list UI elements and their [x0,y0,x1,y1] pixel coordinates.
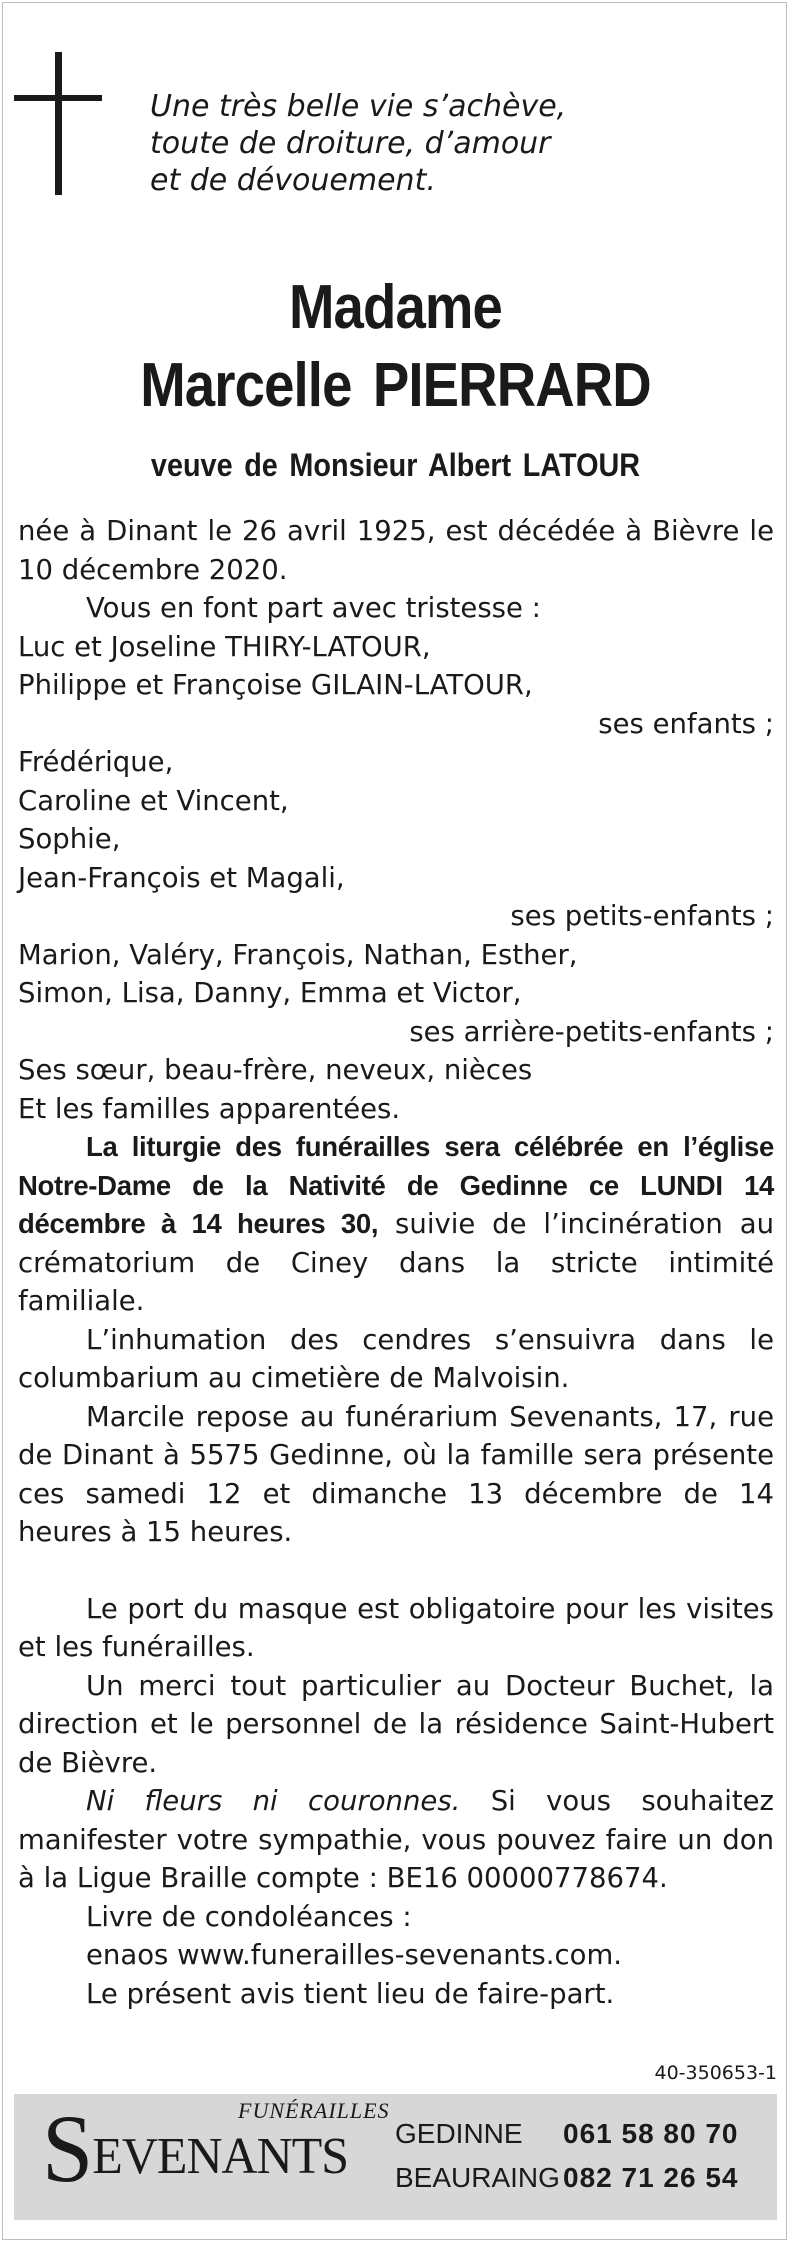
widow-of: veuve de Monsieur Albert LATOUR [150,447,641,483]
grandchildren-line: Frédérique, [18,746,174,778]
families-text: Et les familles apparentées. [18,1092,401,1125]
condolences-text: Livre de condoléances : [86,1900,412,1933]
grandchildren-line: Sophie, [18,823,121,855]
children-label: ses enfants ; [598,707,774,740]
reference-number: 40-350653-1 [654,2062,777,2084]
intro-text: Vous en font part avec tristesse : [86,592,541,624]
contact-row [395,2156,739,2200]
liturgy-rest-text: suivie de l’incinération au crématorium de Ciney dans la stricte intimité familiale. [18,1208,774,1317]
repose-text: Marcile repose au funérarium Sevenants, 17, rue de Dinant à 5575 Gedinne, où la famille sera présente ces samedi 12 et dimanche 13 décembre de 14 heures à 15 heures. [18,1400,774,1548]
contact-city: BEAURAING [395,2162,560,2193]
mask-text: Le port du masque est obligatoire pour les visites et les funérailles. [18,1592,774,1663]
epitaph [150,88,710,199]
deceased-title: Madame [288,273,503,342]
contact-row [395,2112,739,2156]
contact-list [395,2112,739,2200]
contact-phone: 082 71 26 54 [563,2162,739,2193]
inhumation-text: L’inhumation des cendres s’ensuivra dans le columbarium au cimetière de Malvoisin. [18,1323,774,1394]
children-line: Luc et Joseline THIRY-LATOUR, [18,630,431,663]
grandchildren-label: ses petits-enfants ; [510,900,774,932]
great-grandchildren-line: Marion, Valéry, François, Nathan, Esther, [18,938,578,971]
great-grandchildren-line: Simon, Lisa, Danny, Emma et Victor, [18,977,522,1009]
epitaph-line: toute de droiture, d’amour [150,126,551,161]
spacer [18,1552,774,1590]
flowers-rest-text: Si vous souhaitez manifester votre sympathie, vous pouvez faire un don à la Ligue Braille compte : BE16 00000778674. [18,1785,774,1894]
epitaph-line: Une très belle vie s’achève, [150,89,567,124]
flowers-italic-text: Ni fleurs ni couronnes. [86,1785,461,1817]
contact-city: GEDINNE [395,2118,523,2149]
notice-body [18,512,774,2013]
logo-initial: S [42,2095,93,2202]
siblings-text: Ses sœur, beau-frère, neveux, nièces [18,1054,533,1086]
grandchildren-line: Caroline et Vincent, [18,784,289,817]
website-text: enaos www.funerailles-sevenants.com. [86,1939,622,1971]
liturgy-bold-text: La liturgie des funérailles sera célébrée en l’église Notre-Dame de la Nativité de Gedinne ce LUNDI 14 décembre à 14 heures 30, [18,1131,774,1239]
children-line: Philippe et Françoise GILAIN-LATOUR, [18,669,533,701]
flowers-paragraph [18,1782,774,1898]
liturgy-paragraph [18,1128,774,1321]
great-grandchildren-label: ses arrière-petits-enfants ; [409,1015,774,1048]
logo-rest: EVENANTS [92,2128,349,2185]
deceased-name: Marcelle PIERRARD [140,351,651,420]
birth-death-text: née à Dinant le 26 avril 1925, est décédée à Bièvre le 10 décembre 2020. [18,515,774,586]
contact-phone: 061 58 80 70 [563,2118,739,2149]
thanks-text: Un merci tout particulier au Docteur Buchet, la direction et le personnel de la résidence Saint-Hubert de Bièvre. [18,1669,774,1779]
grandchildren-line: Jean-François et Magali, [18,861,345,894]
epitaph-line: et de dévouement. [150,163,436,198]
notice-text: Le présent avis tient lieu de faire-part. [86,1977,615,2010]
logo-subtitle: FUNÉRAILLES [238,2098,390,2123]
